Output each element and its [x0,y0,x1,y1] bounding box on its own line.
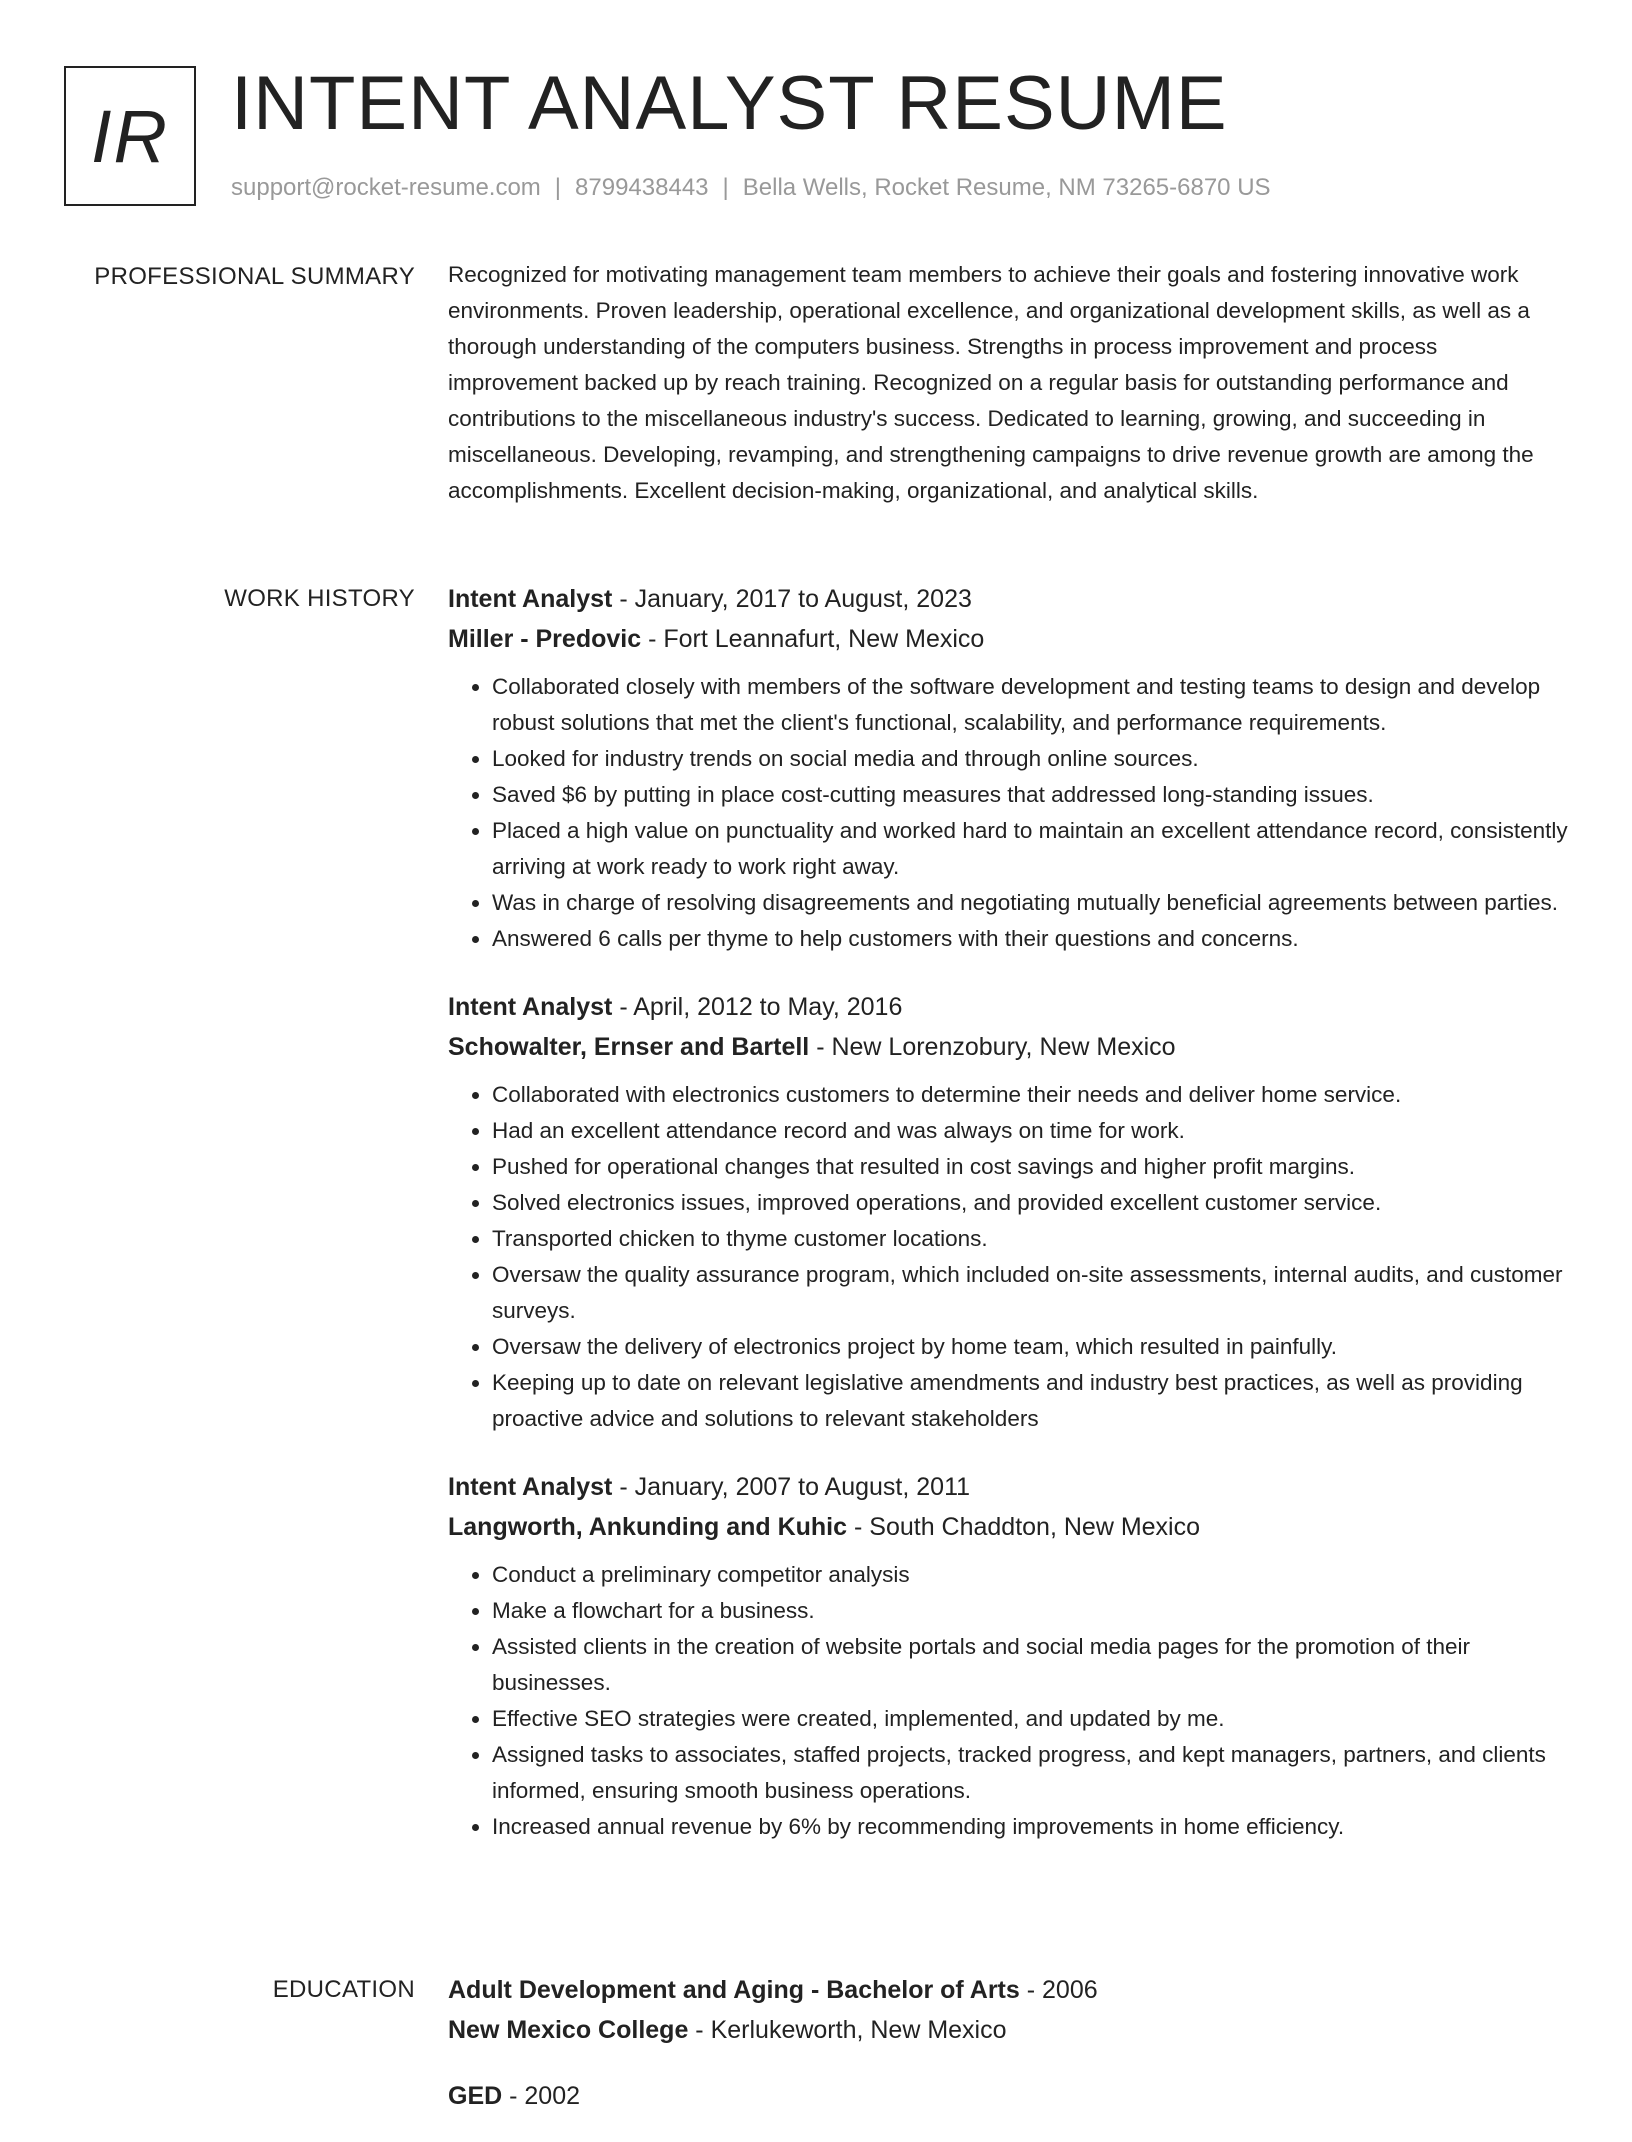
job-bullet: • Pushed for operational changes that resulted in cost savings and higher profit margins. [492,1149,1568,1185]
job-bullet: • Assisted clients in the creation of website portals and social media pages for the promotion of their businesses. [492,1629,1568,1701]
summary-body [448,257,1568,509]
education-location: - Kerlukeworth, New Mexico [688,2016,1007,2044]
job-title-line [448,987,1568,1027]
summary-text: Recognized for motivating management team members to achieve their goals and fostering innovative work environments. Proven leadership, operational excellence, and organizational development skills, as well as a thorough understanding of the computers business. Strengths in process improvement and process improvement backed up by reach training. Recognized on a regular basis for outstanding performance and contributions to the miscellaneous industry's success. Dedicated to learning, growing, and succeeding in miscellaneous. Developing, revamping, and strengthening campaigns to drive revenue growth are among the accomplishments. Excellent decision-making, organizational, and analytical skills. [448,262,1534,503]
education-year: - 2006 [1019,1976,1098,2004]
job-bullet: • Saved $6 by putting in place cost-cutting measures that addressed long-standing issues. [492,777,1568,813]
section-label-work-history: WORK HISTORY [224,585,415,612]
section-label-education: EDUCATION [272,1976,415,2003]
job-bullet: • Looked for industry trends on social media and through online sources. [492,741,1568,777]
contact-phone[interactable]: 8799438443 [575,174,709,201]
job-entry [448,579,1568,957]
job-bullet: • Keeping up to date on relevant legislative amendments and industry best practices, as well as providing proactive advice and solutions to relevant stakeholders [492,1365,1568,1437]
education-school: New Mexico College [448,2016,689,2044]
education-year: - 2002 [502,2082,581,2110]
education-degree: GED [448,2082,503,2110]
education-degree: Adult Development and Aging - Bachelor of Arts [448,1976,1020,2004]
job-bullet: • Effective SEO strategies were created, implemented, and updated by me. [492,1701,1568,1737]
job-bullet: • Solved electronics issues, improved operations, and provided excellent customer service. [492,1185,1568,1221]
job-company: Schowalter, Ernser and Bartell [448,1033,810,1061]
resume-header [64,61,1584,211]
work-history-body [448,579,1568,1875]
education-degree-line [448,2076,1568,2116]
contact-address: Bella Wells, Rocket Resume, NM 73265-6870 US [742,174,1271,201]
contact-separator: | [554,174,562,201]
contact-separator: | [722,174,729,201]
job-bullet: • Had an excellent attendance record and was always on time for work. [492,1113,1568,1149]
job-bullet: • Collaborated with electronics customers to determine their needs and deliver home service. [492,1077,1568,1113]
job-bullet: • Make a flowchart for a business. [492,1593,1568,1629]
job-bullet: • Oversaw the quality assurance program, which included on-site assessments, internal audits, and customer surveys. [492,1257,1568,1329]
job-bullet: • Transported chicken to thyme customer locations. [492,1221,1568,1257]
job-bullet-list [448,1077,1568,1437]
job-bullet-list [448,669,1568,957]
job-entry [448,1467,1568,1845]
resume-title: INTENT ANALYST RESUME [231,61,1228,146]
education-degree-line [448,1970,1568,2010]
job-title: Intent Analyst [448,993,613,1021]
education-body [448,1970,1568,2142]
job-company-line [448,1507,1568,1547]
job-company: Langworth, Ankunding and Kuhic [448,1513,848,1541]
education-school-line [448,2010,1568,2050]
job-bullet: • Oversaw the delivery of electronics project by home team, which resulted in painfully. [492,1329,1568,1365]
job-dates: - January, 2017 to August, 2023 [612,585,972,613]
job-company-line [448,619,1568,659]
job-company-line [448,1027,1568,1067]
education-entry [448,2076,1568,2116]
job-location: - New Lorenzobury, New Mexico [809,1033,1176,1061]
job-bullet: • Conduct a preliminary competitor analysis [492,1557,1568,1593]
section-label-summary: PROFESSIONAL SUMMARY [94,263,415,290]
job-company: Miller - Predovic [448,625,642,653]
job-bullet: • Assigned tasks to associates, staffed projects, tracked progress, and kept managers, partners, and clients informed, ensuring smooth business operations. [492,1737,1568,1809]
job-dates: - January, 2007 to August, 2011 [612,1473,971,1501]
job-location: - South Chaddton, New Mexico [847,1513,1201,1541]
contact-email[interactable]: support@rocket-resume.com [231,174,541,201]
job-bullet: • Placed a high value on punctuality and worked hard to maintain an excellent attendance record, consistently arriving at work ready to work right away. [492,813,1568,885]
job-bullet: • Collaborated closely with members of the software development and testing teams to design and develop robust solutions that met the client's functional, scalability, and performance requirements. [492,669,1568,741]
job-bullet: • Answered 6 calls per thyme to help customers with their questions and concerns. [492,921,1568,957]
job-bullet: • Was in charge of resolving disagreements and negotiating mutually beneficial agreements between parties. [492,885,1568,921]
job-title: Intent Analyst [448,1473,613,1501]
job-dates: - April, 2012 to May, 2016 [612,993,903,1021]
contact-line [231,174,1271,202]
job-entry [448,987,1568,1437]
job-title: Intent Analyst [448,585,613,613]
education-entry [448,1970,1568,2050]
job-title-line [448,579,1568,619]
job-bullet-list [448,1557,1568,1845]
job-location: - Fort Leannafurt, New Mexico [641,625,985,653]
monogram-logo: IR [64,66,196,206]
job-bullet: • Increased annual revenue by 6% by recommending improvements in home efficiency. [492,1809,1568,1845]
job-title-line [448,1467,1568,1507]
